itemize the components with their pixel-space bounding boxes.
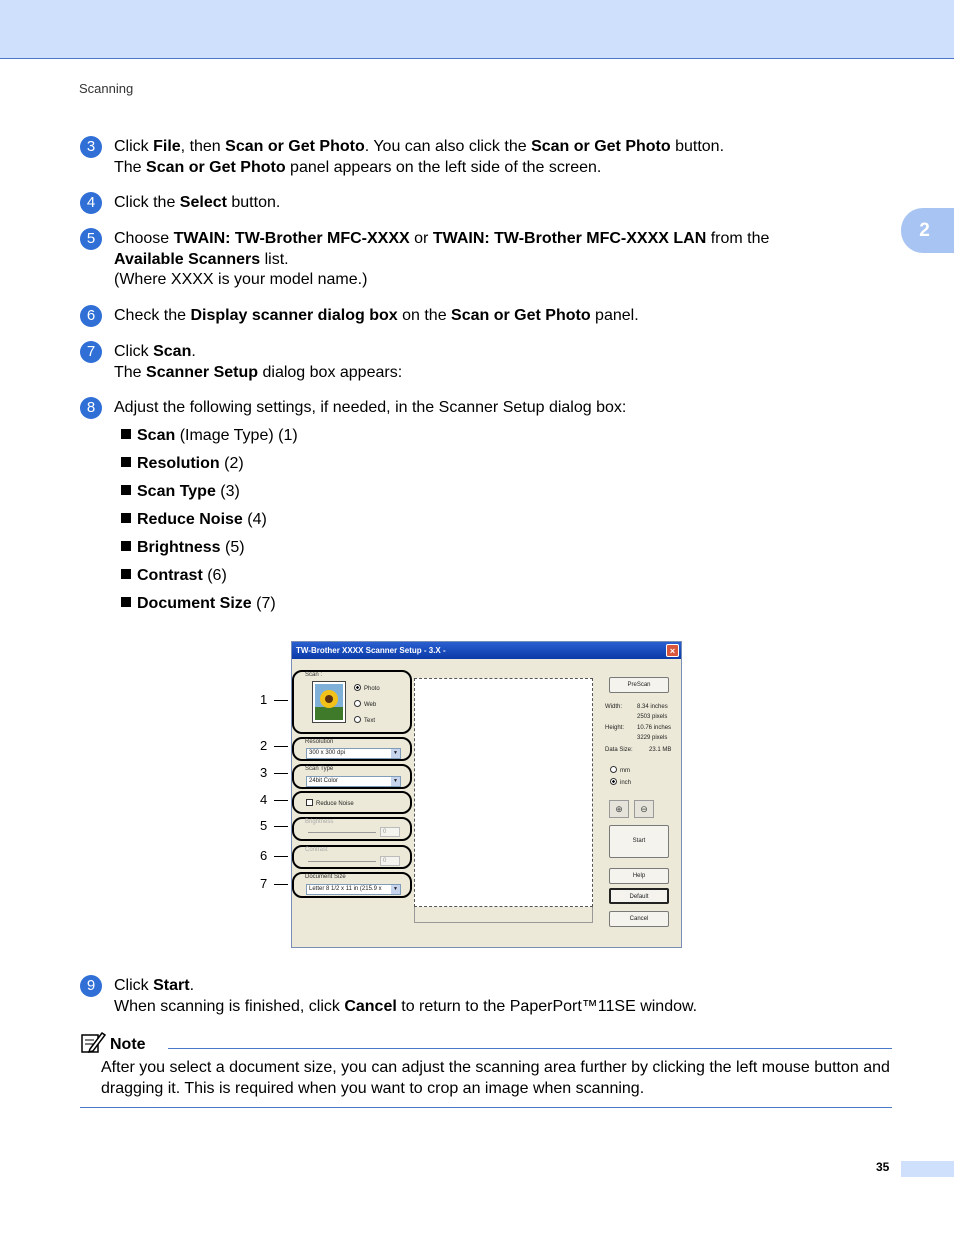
start-button[interactable]: Start: [609, 825, 669, 858]
step-line: Choose TWAIN: TW-Brother MFC-XXXX or TWAIN: TW-Brother MFC-XXXX LAN from the: [114, 230, 770, 247]
radio-mm[interactable]: mm: [610, 766, 630, 774]
note-rule: [168, 1048, 892, 1049]
chevron-down-icon: ▼: [391, 885, 400, 894]
reduce-noise-checkbox[interactable]: Reduce Noise: [306, 799, 354, 807]
note-pencil-icon: [80, 1030, 106, 1054]
brightness-value[interactable]: 0: [380, 827, 400, 837]
contrast-group: Contrast 0: [292, 845, 412, 869]
step-number-badge: 9: [80, 975, 102, 997]
square-bullet-icon: [121, 597, 131, 607]
note-label: Note: [110, 1036, 146, 1053]
square-bullet-icon: [121, 541, 131, 551]
step-line: Check the Display scanner dialog box on the Scan or Get Photo panel.: [114, 307, 639, 324]
settings-list: [121, 426, 298, 622]
brightness-slider[interactable]: [308, 832, 376, 833]
step-text: [114, 229, 874, 291]
step-text: [114, 193, 874, 214]
callout-1: 1: [260, 693, 267, 707]
setting-item: Contrast (6): [121, 566, 298, 594]
step-text: [114, 976, 874, 1017]
page-number: 35: [876, 1160, 890, 1174]
scanner-setup-dialog: TW-Brother XXXX Scanner Setup - 3.X - × Scan : Photo Web Text Resolution 300 x 300 dpi ▼ Scan Type 24bit Color ▼ Reduce Noise Brightness 0 Contrast 0 Document Size Letter 8 1/2 x 11 in (215.9 x ▼ PreScan Width: 8.34 inches 2503 pixels Height: 10.76 inches 3229 pixels Data Size: 23.1 MB mm inch ⊕ ⊖ Start Help Default Cancel: [291, 641, 682, 948]
callout-4: 4: [260, 793, 267, 807]
step-line: Adjust the following settings, if needed, in the Scanner Setup dialog box:: [114, 399, 627, 416]
note-text: After you select a document size, you can adjust the scanning area further by clicking the left mouse button and dragging it. This is required when you want to crop an image when scanning.: [101, 1059, 890, 1097]
prescan-button[interactable]: PreScan: [609, 677, 669, 693]
reduce-noise-group: [292, 791, 412, 814]
callout-2: 2: [260, 739, 267, 753]
step-line: (Where XXXX is your model name.): [114, 271, 368, 288]
step-number-badge: 6: [80, 305, 102, 327]
setting-item: Brightness (5): [121, 538, 298, 566]
chevron-down-icon: ▼: [391, 749, 400, 758]
page-number-bar: [901, 1161, 954, 1177]
zoom-out-icon[interactable]: ⊖: [634, 800, 654, 818]
setting-item: Reduce Noise (4): [121, 510, 298, 538]
step-line: Click Scan.: [114, 343, 196, 360]
callout-3: 3: [260, 766, 267, 780]
step-line: The Scan or Get Photo panel appears on the left side of the screen.: [114, 158, 602, 176]
preview-status-strip: [414, 907, 593, 923]
step-text: [114, 306, 874, 327]
step-line: The Scanner Setup dialog box appears:: [114, 363, 403, 381]
document-size-select[interactable]: Letter 8 1/2 x 11 in (215.9 x ▼: [306, 884, 401, 895]
resolution-group: Resolution 300 x 300 dpi ▼: [292, 737, 412, 761]
callout-numbers: [260, 641, 292, 948]
preview-area[interactable]: [414, 678, 593, 907]
step-text: [114, 137, 874, 178]
dialog-title-bar: [292, 642, 681, 659]
width-info: Width: 8.34 inches: [605, 704, 668, 710]
setting-item: Resolution (2): [121, 454, 298, 482]
step-line: Click Start.: [114, 977, 195, 994]
dialog-title: TW-Brother XXXX Scanner Setup - 3.X -: [296, 646, 446, 655]
callout-7: 7: [260, 877, 267, 891]
step-line: When scanning is finished, click Cancel to return to the PaperPort™11SE window.: [114, 997, 698, 1015]
square-bullet-icon: [121, 457, 131, 467]
radio-photo[interactable]: Photo: [354, 684, 380, 692]
square-bullet-icon: [121, 429, 131, 439]
square-bullet-icon: [121, 513, 131, 523]
cancel-button[interactable]: Cancel: [609, 911, 669, 927]
radio-web[interactable]: Web: [354, 700, 376, 708]
callout-6: 6: [260, 849, 267, 863]
help-button[interactable]: Help: [609, 868, 669, 884]
sunflower-icon: [312, 681, 346, 723]
contrast-value[interactable]: 0: [380, 856, 400, 866]
callout-5: 5: [260, 819, 267, 833]
close-icon[interactable]: ×: [666, 644, 679, 657]
step-number-badge: 4: [80, 192, 102, 214]
step-number-badge: 7: [80, 341, 102, 363]
zoom-in-icon[interactable]: ⊕: [609, 800, 629, 818]
chapter-tab: 2: [901, 208, 954, 253]
setting-item: Scan (Image Type) (1): [121, 426, 298, 454]
radio-text[interactable]: Text: [354, 716, 375, 724]
chevron-down-icon: ▼: [391, 777, 400, 786]
section-label: Scanning: [79, 81, 134, 96]
setting-item: Scan Type (3): [121, 482, 298, 510]
step-text: [114, 398, 874, 419]
header-band: [0, 0, 954, 59]
step-number-badge: 5: [80, 228, 102, 250]
document-size-group: Document Size Letter 8 1/2 x 11 in (215.9 x ▼: [292, 872, 412, 898]
step-number-badge: 3: [80, 136, 102, 158]
step-line: Available Scanners list.: [114, 250, 289, 268]
scan-color-group: Scan Type 24bit Color ▼: [292, 764, 412, 789]
note-header: [80, 1030, 892, 1052]
step-line: Click File, then Scan or Get Photo. You can also click the Scan or Get Photo button.: [114, 138, 725, 155]
step-number-badge: 8: [80, 397, 102, 419]
height-info: Height: 10.76 inches: [605, 725, 672, 731]
data-size-info: Data Size: 23.1 MB: [605, 747, 672, 753]
setting-item: Document Size (7): [121, 594, 298, 622]
brightness-group: Brightness 0: [292, 817, 412, 841]
step-line: Click the Select button.: [114, 194, 281, 211]
step-text: [114, 342, 874, 383]
note-bottom-rule: [80, 1107, 892, 1108]
contrast-slider[interactable]: [308, 861, 376, 862]
scan-type-select[interactable]: 24bit Color ▼: [306, 776, 401, 787]
square-bullet-icon: [121, 569, 131, 579]
scan-type-group: Scan : Photo Web Text: [292, 670, 412, 734]
resolution-select[interactable]: 300 x 300 dpi ▼: [306, 748, 401, 759]
radio-inch[interactable]: inch: [610, 778, 631, 786]
square-bullet-icon: [121, 485, 131, 495]
default-button[interactable]: Default: [609, 888, 669, 904]
